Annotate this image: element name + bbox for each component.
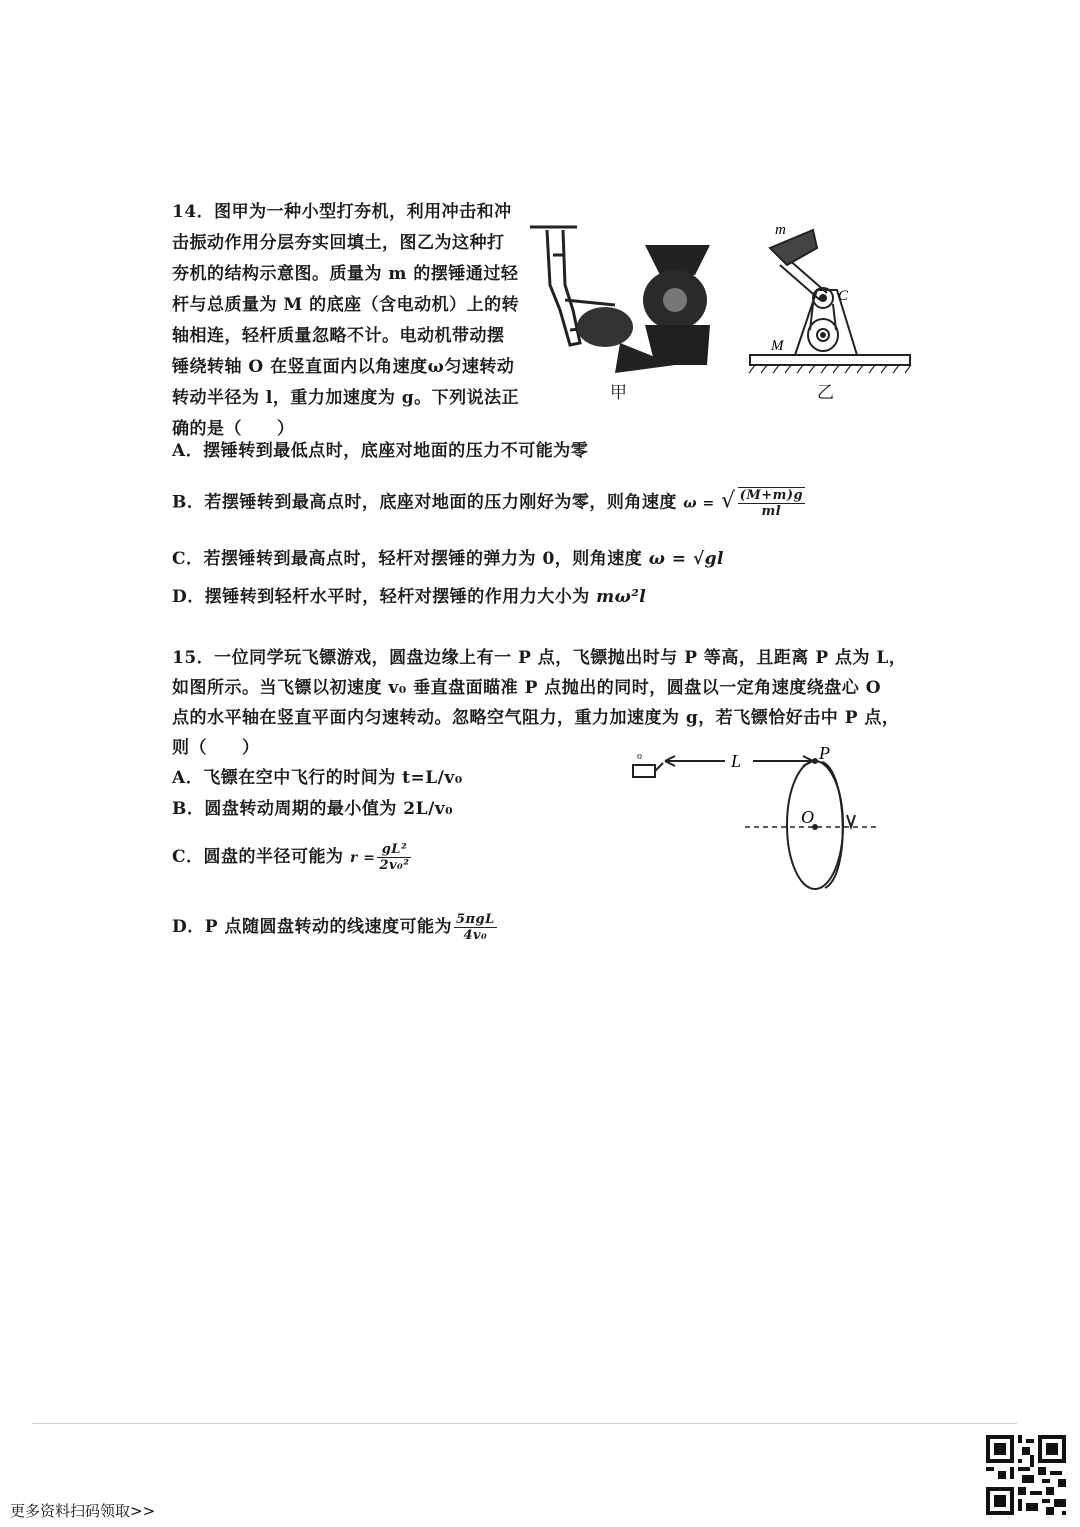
- label-m: m: [775, 222, 786, 238]
- dart-disk-diagram: [625, 745, 890, 895]
- q14-line: 杆与总质量为 M 的底座（含电动机）上的转: [172, 295, 520, 315]
- footer-link[interactable]: 更多资料扫码领取>>: [10, 1502, 156, 1520]
- q14-option-c: [172, 548, 724, 570]
- q14-option-b-text: B．若摆锤转到最高点时，底座对地面的压力刚好为零，则角速度: [172, 492, 677, 513]
- label-l: L: [731, 751, 742, 771]
- q15-option-c: [172, 842, 413, 873]
- q14-line: 确的是（ ）: [172, 419, 295, 439]
- q15-option-d-text: D．P 点随圆盘转动的线速度可能为: [172, 917, 452, 937]
- figure-caption-b: 乙: [817, 383, 834, 403]
- dart-icon: [633, 765, 655, 777]
- q15-line: 如图所示。当飞镖以初速度 v₀ 垂直盘面瞄准 P 点抛出的同时，圆盘以一定角速度绕盘心 O: [172, 678, 882, 698]
- tamper-machine-figure: [525, 215, 720, 380]
- q14-option-b-lhs: ω =: [683, 495, 715, 512]
- svg-text:o: o: [637, 751, 642, 762]
- q15-option-d-denominator: 4v₀: [463, 928, 488, 943]
- label-o: O: [801, 807, 814, 827]
- q15-option-c-numerator: gL²: [377, 842, 411, 858]
- q14-line: 转动半径为 l，重力加速度为 g。下列说法正: [172, 388, 520, 408]
- q15-option-d-fraction: [454, 912, 497, 943]
- q15-option-c-fraction: [377, 842, 411, 873]
- label-big-m: M: [771, 338, 784, 354]
- structure-diagram: [745, 220, 915, 380]
- label-p: P: [819, 745, 830, 763]
- q15-option-c-text: C．圆盘的半径可能为: [172, 847, 344, 867]
- sqrt-symbol-icon: √: [721, 488, 736, 514]
- q14-option-b: [172, 487, 807, 519]
- q15-option-d-numerator: 5πgL: [455, 912, 495, 927]
- q15-option-b: B．圆盘转动周期的最小值为 2L/v₀: [172, 799, 454, 819]
- footer-divider: [32, 1423, 1017, 1424]
- q15-option-c-denominator: 2v₀²: [379, 858, 410, 873]
- q15-line: 点的水平轴在竖直平面内匀速转动。忽略空气阻力，重力加速度为 g，若飞镖恰好击中 P 点，: [172, 708, 900, 728]
- q15-option-c-lhs: r =: [349, 850, 376, 866]
- q15-line: 15．一位同学玩飞镖游戏，圆盘边缘上有一 P 点，飞镖抛出时与 P 等高，且距离 P 点为 L，: [172, 648, 907, 668]
- q15-option-d: [172, 912, 499, 943]
- figure-caption-a: 甲: [610, 383, 627, 403]
- q14-option-d-formula: mω²l: [596, 587, 647, 607]
- q14-option-c-formula: ω = √gl: [648, 549, 724, 569]
- q14-option-c-text: C．若摆锤转到最高点时，轻杆对摆锤的弹力为 0，则角速度: [172, 549, 643, 569]
- q14-line: 锤绕转轴 O 在竖直面内以角速度ω匀速转动: [172, 357, 515, 377]
- q14-option-d: [172, 586, 646, 608]
- q14-option-d-text: D．摆锤转到轻杆水平时，轻杆对摆锤的作用力大小为: [172, 587, 590, 607]
- q14-line: 轴相连，轻杆质量忽略不计。电动机带动摆: [172, 326, 505, 346]
- q14-option-b-fraction: [738, 487, 805, 519]
- q14-option-a: A．摆锤转到最低点时，底座对地面的压力不可能为零: [172, 441, 589, 461]
- q14-option-b-numerator: (M+m)g: [739, 488, 804, 503]
- q14-line: 击振动作用分层夯实回填土，图乙为这种打: [172, 233, 505, 253]
- q15-line: 则（ ）: [172, 738, 260, 758]
- qr-code-icon[interactable]: [986, 1435, 1066, 1515]
- q14-line: 夯机的结构示意图。质量为 m 的摆锤通过轻: [172, 264, 519, 284]
- q15-option-a: A．飞镖在空中飞行的时间为 t=L/v₀: [172, 768, 463, 788]
- q14-line: 14．图甲为一种小型打夯机，利用冲击和冲: [172, 202, 512, 222]
- q14-option-b-denominator: ml: [761, 504, 782, 519]
- label-c: C: [838, 288, 849, 304]
